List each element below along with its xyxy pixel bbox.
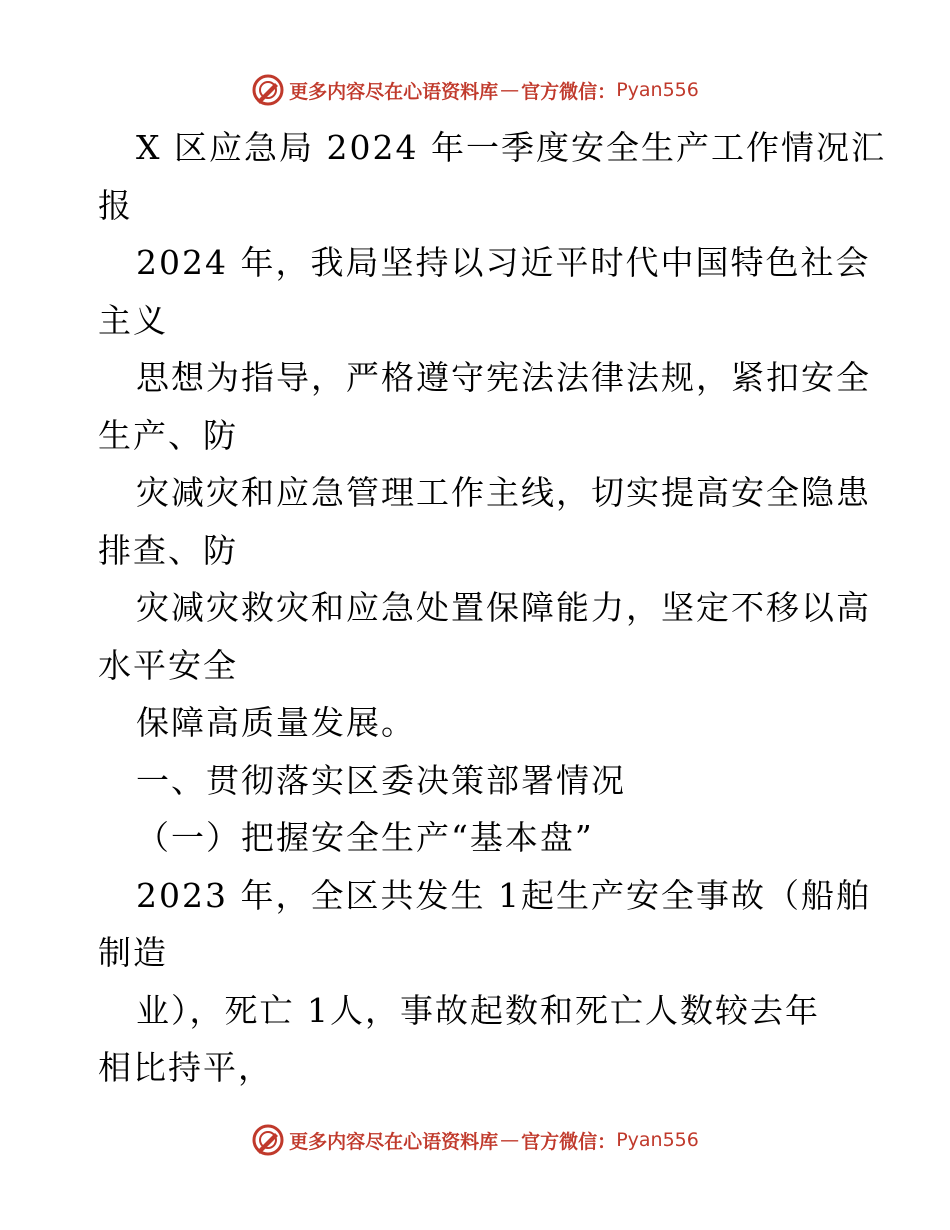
doc-paragraph-line: 生产、防	[98, 415, 238, 455]
doc-title-line-cont: 报	[98, 185, 133, 225]
banner-wechat-id: Pyan556	[616, 1129, 699, 1151]
banner-separator: —	[500, 79, 520, 101]
doc-paragraph-line: 2023 年，全区共发生 1起生产安全事故（船舶	[136, 875, 871, 915]
banner-wechat-label: 官方微信：	[521, 80, 617, 103]
doc-paragraph-line: 思想为指导，严格遵守宪法法律法规，紧扣安全	[136, 358, 871, 397]
doc-subsection-heading: （一）把握安全生产“基本盘”	[136, 818, 594, 857]
header-banner	[0, 70, 950, 110]
banner-separator: —	[500, 1129, 520, 1151]
brand-logo-icon	[251, 1123, 285, 1157]
doc-paragraph-line: 业），死亡 1人，事故起数和死亡人数较去年	[136, 990, 820, 1030]
banner-wechat-label: 官方微信：	[521, 1130, 617, 1153]
doc-paragraph-line: 2024 年，我局坚持以习近平时代中国特色社会	[136, 243, 871, 282]
doc-paragraph-line: 排查、防	[98, 530, 238, 570]
doc-paragraph-line: 灾减灾救灾和应急处置保障能力，坚定不移以高	[136, 588, 871, 627]
banner-main-text: 更多内容尽在心语资料库	[289, 80, 499, 103]
doc-paragraph-line: 相比持平，	[98, 1048, 273, 1087]
banner-main-text: 更多内容尽在心语资料库	[289, 1130, 499, 1153]
doc-paragraph-line: 保障高质量发展。	[136, 703, 416, 742]
document-body	[98, 119, 886, 1097]
doc-section-heading: 一、贯彻落实区委决策部署情况	[136, 760, 626, 800]
doc-paragraph-line: 主义	[98, 300, 168, 340]
doc-paragraph-line: 水平安全	[98, 645, 238, 685]
footer-banner	[0, 1120, 950, 1160]
doc-paragraph-line: 制造	[98, 933, 168, 972]
brand-logo-icon	[251, 73, 285, 107]
banner-wechat-id: Pyan556	[616, 79, 699, 101]
doc-paragraph-line: 灾减灾和应急管理工作主线，切实提高安全隐患	[136, 473, 871, 512]
doc-title-line: X 区应急局 2024 年一季度安全生产工作情况汇	[136, 128, 886, 167]
